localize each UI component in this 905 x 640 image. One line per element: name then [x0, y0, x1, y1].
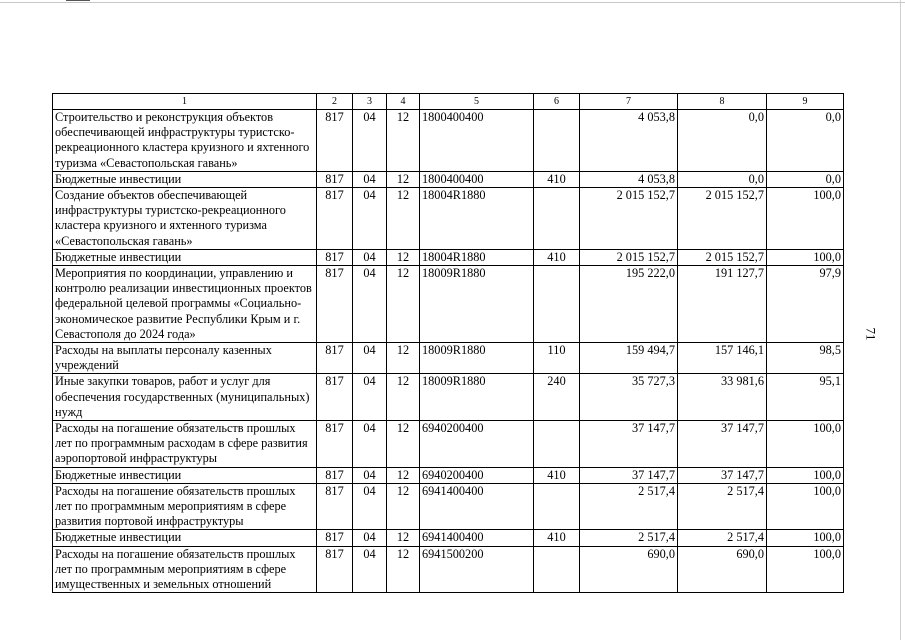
cell-ved: 817	[317, 483, 353, 530]
cell-name: Бюджетные инвестиции	[53, 467, 317, 483]
table-row	[53, 249, 844, 265]
table-row	[53, 374, 844, 421]
cell-actual: 2 517,4	[678, 483, 767, 530]
cell-name: Расходы на погашение обязательств прошлых лет по программным мероприятиям в сфере имущественных и земельных отношений	[53, 546, 317, 593]
cell-percent: 95,1	[767, 374, 844, 421]
cell-expense-type: 240	[534, 374, 580, 421]
cell-name: Создание объектов обеспечивающей инфраструктуры туристско-рекреационного кластера круизного и яхтенного туризма «Севастопольская гавань»	[53, 188, 317, 250]
cell-ved: 817	[317, 171, 353, 187]
cell-planned: 2 015 152,7	[580, 249, 678, 265]
cell-expense-type	[534, 188, 580, 250]
cell-percent: 0,0	[767, 110, 844, 172]
table-row	[53, 171, 844, 187]
header-cell: 7	[580, 94, 678, 110]
cell-name: Расходы на выплаты персоналу казенных учреждений	[53, 343, 317, 374]
cell-planned: 35 727,3	[580, 374, 678, 421]
cell-percent: 100,0	[767, 249, 844, 265]
cell-ved: 817	[317, 421, 353, 468]
cell-expense-type	[534, 546, 580, 593]
cell-planned: 2 015 152,7	[580, 188, 678, 250]
cell-name: Бюджетные инвестиции	[53, 530, 317, 546]
cell-ved: 817	[317, 530, 353, 546]
cell-planned: 4 053,8	[580, 110, 678, 172]
header-cell: 2	[317, 94, 353, 110]
cell-planned: 159 494,7	[580, 343, 678, 374]
cell-subsection: 12	[387, 171, 420, 187]
cell-percent: 100,0	[767, 188, 844, 250]
cell-expense-type: 410	[534, 249, 580, 265]
header-cell: 6	[534, 94, 580, 110]
cell-section: 04	[353, 171, 387, 187]
table-row	[53, 188, 844, 250]
cell-actual: 2 015 152,7	[678, 249, 767, 265]
cell-planned: 690,0	[580, 546, 678, 593]
cell-subsection: 12	[387, 266, 420, 343]
cell-subsection: 12	[387, 467, 420, 483]
cell-expense-type: 110	[534, 343, 580, 374]
cell-target-article: 6940200400	[420, 421, 534, 468]
table-row	[53, 467, 844, 483]
table-row	[53, 546, 844, 593]
cell-section: 04	[353, 483, 387, 530]
cell-percent: 100,0	[767, 467, 844, 483]
table-row	[53, 483, 844, 530]
cell-actual: 37 147,7	[678, 421, 767, 468]
table-row	[53, 530, 844, 546]
cell-actual: 191 127,7	[678, 266, 767, 343]
page-number: 71	[863, 327, 879, 341]
cell-target-article: 18009R1880	[420, 343, 534, 374]
cell-subsection: 12	[387, 546, 420, 593]
cell-name: Иные закупки товаров, работ и услуг для обеспечения государственных (муниципальных) нужд	[53, 374, 317, 421]
cell-target-article: 6940200400	[420, 467, 534, 483]
cell-target-article: 6941500200	[420, 546, 534, 593]
cell-planned: 4 053,8	[580, 171, 678, 187]
cell-subsection: 12	[387, 343, 420, 374]
cell-planned: 37 147,7	[580, 421, 678, 468]
cell-actual: 157 146,1	[678, 343, 767, 374]
table-row	[53, 110, 844, 172]
cell-expense-type	[534, 110, 580, 172]
cell-subsection: 12	[387, 249, 420, 265]
cell-target-article: 1800400400	[420, 171, 534, 187]
cell-ved: 817	[317, 374, 353, 421]
cell-ved: 817	[317, 467, 353, 483]
cell-percent: 100,0	[767, 530, 844, 546]
cell-actual: 2 517,4	[678, 530, 767, 546]
cell-actual: 0,0	[678, 110, 767, 172]
cell-subsection: 12	[387, 421, 420, 468]
table-row	[53, 343, 844, 374]
budget-table	[52, 93, 844, 593]
cell-ved: 817	[317, 249, 353, 265]
cell-percent: 97,9	[767, 266, 844, 343]
cell-percent: 100,0	[767, 483, 844, 530]
cell-name: Расходы на погашение обязательств прошлых лет по программным расходам в сфере развития аэропортовой инфраструктуры	[53, 421, 317, 468]
cell-section: 04	[353, 188, 387, 250]
cell-name: Бюджетные инвестиции	[53, 249, 317, 265]
header-cell: 5	[420, 94, 534, 110]
cell-ved: 817	[317, 343, 353, 374]
cell-actual: 690,0	[678, 546, 767, 593]
cell-expense-type: 410	[534, 171, 580, 187]
cell-expense-type: 410	[534, 530, 580, 546]
cell-expense-type	[534, 421, 580, 468]
cell-ved: 817	[317, 546, 353, 593]
right-edge	[900, 0, 901, 640]
header-cell: 8	[678, 94, 767, 110]
cell-name: Расходы на погашение обязательств прошлых лет по программным мероприятиям в сфере развития портовой инфраструктуры	[53, 483, 317, 530]
cell-section: 04	[353, 467, 387, 483]
cell-ved: 817	[317, 188, 353, 250]
cell-actual: 0,0	[678, 171, 767, 187]
top-edge	[0, 2, 905, 3]
cell-target-article: 6941400400	[420, 483, 534, 530]
cell-section: 04	[353, 530, 387, 546]
cell-section: 04	[353, 110, 387, 172]
top-rule	[66, 0, 90, 1]
header-cell: 4	[387, 94, 420, 110]
cell-target-article: 18009R1880	[420, 266, 534, 343]
cell-target-article: 18004R1880	[420, 188, 534, 250]
cell-section: 04	[353, 546, 387, 593]
cell-expense-type	[534, 483, 580, 530]
cell-actual: 2 015 152,7	[678, 188, 767, 250]
cell-subsection: 12	[387, 188, 420, 250]
cell-subsection: 12	[387, 483, 420, 530]
cell-actual: 37 147,7	[678, 467, 767, 483]
cell-subsection: 12	[387, 374, 420, 421]
cell-percent: 98,5	[767, 343, 844, 374]
cell-section: 04	[353, 249, 387, 265]
cell-target-article: 1800400400	[420, 110, 534, 172]
cell-expense-type: 410	[534, 467, 580, 483]
cell-percent: 100,0	[767, 546, 844, 593]
cell-section: 04	[353, 266, 387, 343]
cell-percent: 100,0	[767, 421, 844, 468]
cell-section: 04	[353, 343, 387, 374]
header-cell: 9	[767, 94, 844, 110]
cell-target-article: 18004R1880	[420, 249, 534, 265]
cell-planned: 2 517,4	[580, 483, 678, 530]
cell-actual: 33 981,6	[678, 374, 767, 421]
cell-target-article: 18009R1880	[420, 374, 534, 421]
header-cell: 3	[353, 94, 387, 110]
cell-target-article: 6941400400	[420, 530, 534, 546]
cell-subsection: 12	[387, 530, 420, 546]
table-row	[53, 266, 844, 343]
cell-planned: 2 517,4	[580, 530, 678, 546]
header-cell: 1	[53, 94, 317, 110]
cell-planned: 195 222,0	[580, 266, 678, 343]
cell-name: Строительство и реконструкция объектов обеспечивающей инфраструктуры туристско-рекреационного кластера круизного и яхтенного туризма «Севастопольская гавань»	[53, 110, 317, 172]
cell-expense-type	[534, 266, 580, 343]
cell-planned: 37 147,7	[580, 467, 678, 483]
cell-subsection: 12	[387, 110, 420, 172]
cell-section: 04	[353, 374, 387, 421]
table-row	[53, 421, 844, 468]
cell-section: 04	[353, 421, 387, 468]
cell-ved: 817	[317, 266, 353, 343]
header-row	[53, 94, 844, 110]
cell-name: Мероприятия по координации, управлению и контролю реализации инвестиционных проектов федеральной целевой программы «Социально-экономическое развитие Республики Крым и г. Севастополя до 2024 года»	[53, 266, 317, 343]
cell-percent: 0,0	[767, 171, 844, 187]
cell-ved: 817	[317, 110, 353, 172]
cell-name: Бюджетные инвестиции	[53, 171, 317, 187]
